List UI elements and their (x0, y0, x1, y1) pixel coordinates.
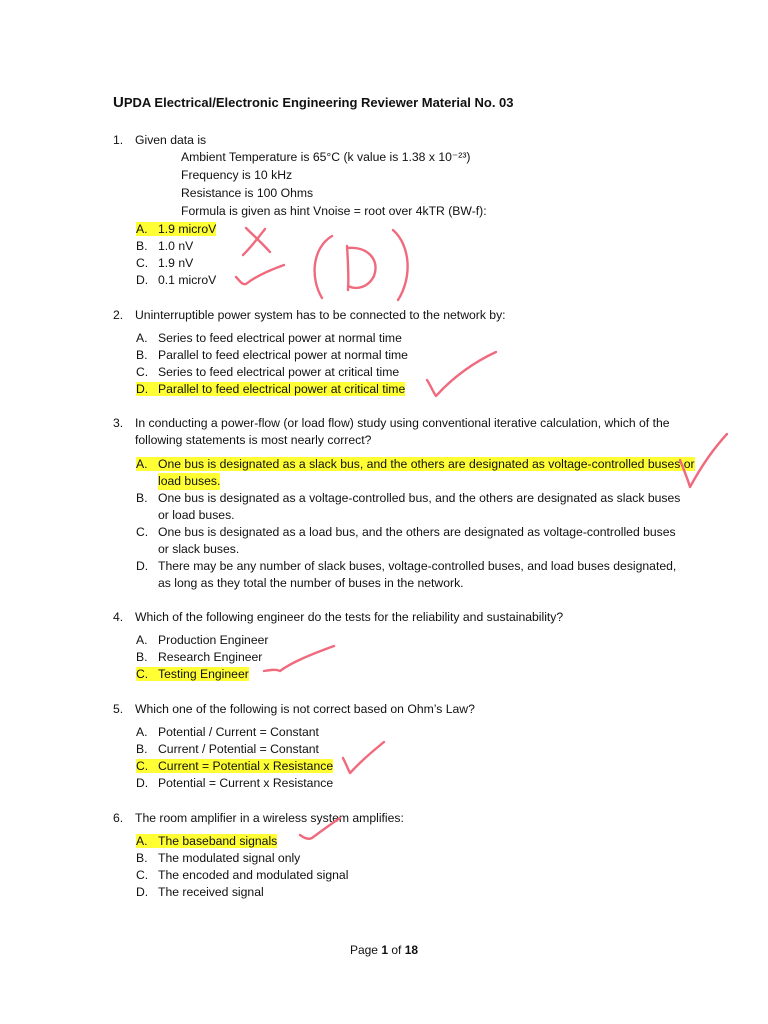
option-text: Parallel to feed electrical power at normal time (158, 348, 408, 362)
option-6a (136, 833, 277, 850)
option-text: Production Engineer (158, 633, 269, 647)
handwritten-close-paren (393, 230, 408, 300)
given-line: Ambient Temperature is 65°C (k value is 1.38 x 10⁻²³) (181, 150, 471, 164)
option-1b (136, 238, 193, 255)
footer-of-word: of (391, 943, 402, 957)
option-letter: C. (136, 365, 149, 379)
option-letter: C. (136, 667, 149, 681)
question-number: 6. (113, 811, 124, 825)
document-title (113, 94, 514, 111)
option-1d (136, 272, 216, 289)
option-2c (136, 364, 399, 381)
question-stem: Uninterruptible power system has to be connected to the network by: (135, 308, 506, 322)
option-letter: A. (136, 834, 148, 848)
option-text: 1.9 nV (158, 256, 194, 270)
question-stem: In conducting a power-flow (or load flow) study using conventional iterative calculation, which of the following statements is most nearly correct? (135, 416, 670, 447)
handwritten-check-mark (264, 646, 334, 671)
option-5c (136, 758, 333, 775)
option-1c (136, 255, 193, 272)
option-letter: B. (136, 491, 148, 505)
option-letter: A. (136, 457, 148, 471)
option-4b (136, 649, 262, 666)
option-3d (136, 558, 682, 590)
option-3c (136, 524, 682, 556)
option-text-line-1: One bus is designated as a slack bus, and the others are designated as voltage-controlled buses or (158, 457, 695, 471)
title-rest: PDA Electrical/Electronic Engineering Reviewer Material No. 03 (123, 95, 514, 110)
option-letter: A. (136, 725, 148, 739)
option-3a-continued (158, 473, 220, 490)
option-5d (136, 775, 333, 792)
option-5a (136, 724, 319, 741)
option-text: Current / Potential = Constant (158, 742, 319, 756)
option-4c (136, 666, 249, 683)
option-2d (136, 381, 405, 398)
footer-page-word: Page (349, 943, 378, 957)
option-letter: D. (136, 776, 149, 790)
option-2b (136, 347, 408, 364)
title-initial: U (113, 94, 124, 111)
option-text: 1.9 microV (158, 222, 217, 236)
option-text: One bus is designated as a voltage-controlled bus, and the others are designated as slack buses or load buses. (158, 491, 681, 522)
option-6b (136, 850, 300, 867)
option-5b (136, 741, 319, 758)
option-text: Parallel to feed electrical power at critical time (158, 382, 406, 396)
page-footer (0, 943, 768, 957)
question-number: 4. (113, 610, 124, 624)
question-stem: The room amplifier in a wireless system amplifies: (135, 811, 404, 825)
option-letter: B. (136, 239, 148, 253)
option-letter: D. (136, 885, 149, 899)
option-2a (136, 330, 402, 347)
handwritten-check-mark (343, 742, 384, 773)
option-text: The encoded and modulated signal (158, 868, 349, 882)
question-number: 3. (113, 416, 124, 430)
question-stem: Given data is (135, 133, 207, 147)
option-1a (136, 221, 216, 238)
option-text: There may be any number of slack buses, voltage-controlled buses, and load buses designated, as long as they total the number of buses in the network. (158, 559, 677, 590)
handwritten-x-mark (243, 229, 265, 255)
handwritten-check-mark (427, 352, 496, 396)
question-number: 1. (113, 133, 124, 147)
option-4a (136, 632, 268, 649)
option-letter: C. (136, 256, 149, 270)
given-line: Resistance is 100 Ohms (181, 186, 314, 200)
option-letter: D. (136, 559, 149, 573)
option-text: The baseband signals (158, 834, 278, 848)
option-text: Series to feed electrical power at normal time (158, 331, 402, 345)
handwritten-open-paren (315, 236, 332, 298)
option-letter: B. (136, 851, 148, 865)
option-text: Research Engineer (158, 650, 263, 664)
option-letter: B. (136, 348, 148, 362)
option-text: 0.1 microV (158, 273, 217, 287)
handwritten-check-mark (236, 265, 284, 284)
option-text: Testing Engineer (158, 667, 249, 681)
option-letter: A. (136, 222, 148, 236)
footer-total-pages: 18 (404, 943, 419, 957)
option-6c (136, 867, 348, 884)
option-letter: C. (136, 759, 149, 773)
option-letter: A. (136, 331, 148, 345)
option-letter: C. (136, 868, 149, 882)
option-letter: C. (136, 525, 149, 539)
handwritten-letter-d (347, 246, 376, 290)
option-text: Current = Potential x Resistance (158, 759, 334, 773)
option-letter: D. (136, 382, 149, 396)
option-letter: B. (136, 650, 148, 664)
option-letter: B. (136, 742, 148, 756)
given-line: Frequency is 10 kHz (181, 168, 293, 182)
question-number: 5. (113, 702, 124, 716)
option-text: Series to feed electrical power at critical time (158, 365, 400, 379)
question-stem: Which one of the following is not correct based on Ohm’s Law? (135, 702, 475, 716)
question-number: 2. (113, 308, 124, 322)
option-3a (136, 456, 695, 473)
option-3b (136, 490, 682, 522)
given-line: Formula is given as hint Vnoise = root over 4kTR (BW-f): (181, 204, 487, 218)
option-text: The modulated signal only (158, 851, 301, 865)
option-text-line-2: load buses. (158, 474, 221, 488)
footer-current-page: 1 (381, 943, 388, 957)
option-text: The received signal (158, 885, 264, 899)
option-text: Potential / Current = Constant (158, 725, 319, 739)
handwritten-x-mark (246, 228, 270, 252)
option-text: 1.0 nV (158, 239, 194, 253)
option-text: One bus is designated as a load bus, and the others are designated as voltage-controlled buses or slack buses. (158, 525, 676, 556)
option-letter: D. (136, 273, 149, 287)
option-letter: A. (136, 633, 148, 647)
option-6d (136, 884, 264, 901)
question-stem: Which of the following engineer do the tests for the reliability and sustainability? (135, 610, 564, 624)
option-text: Potential = Current x Resistance (158, 776, 334, 790)
